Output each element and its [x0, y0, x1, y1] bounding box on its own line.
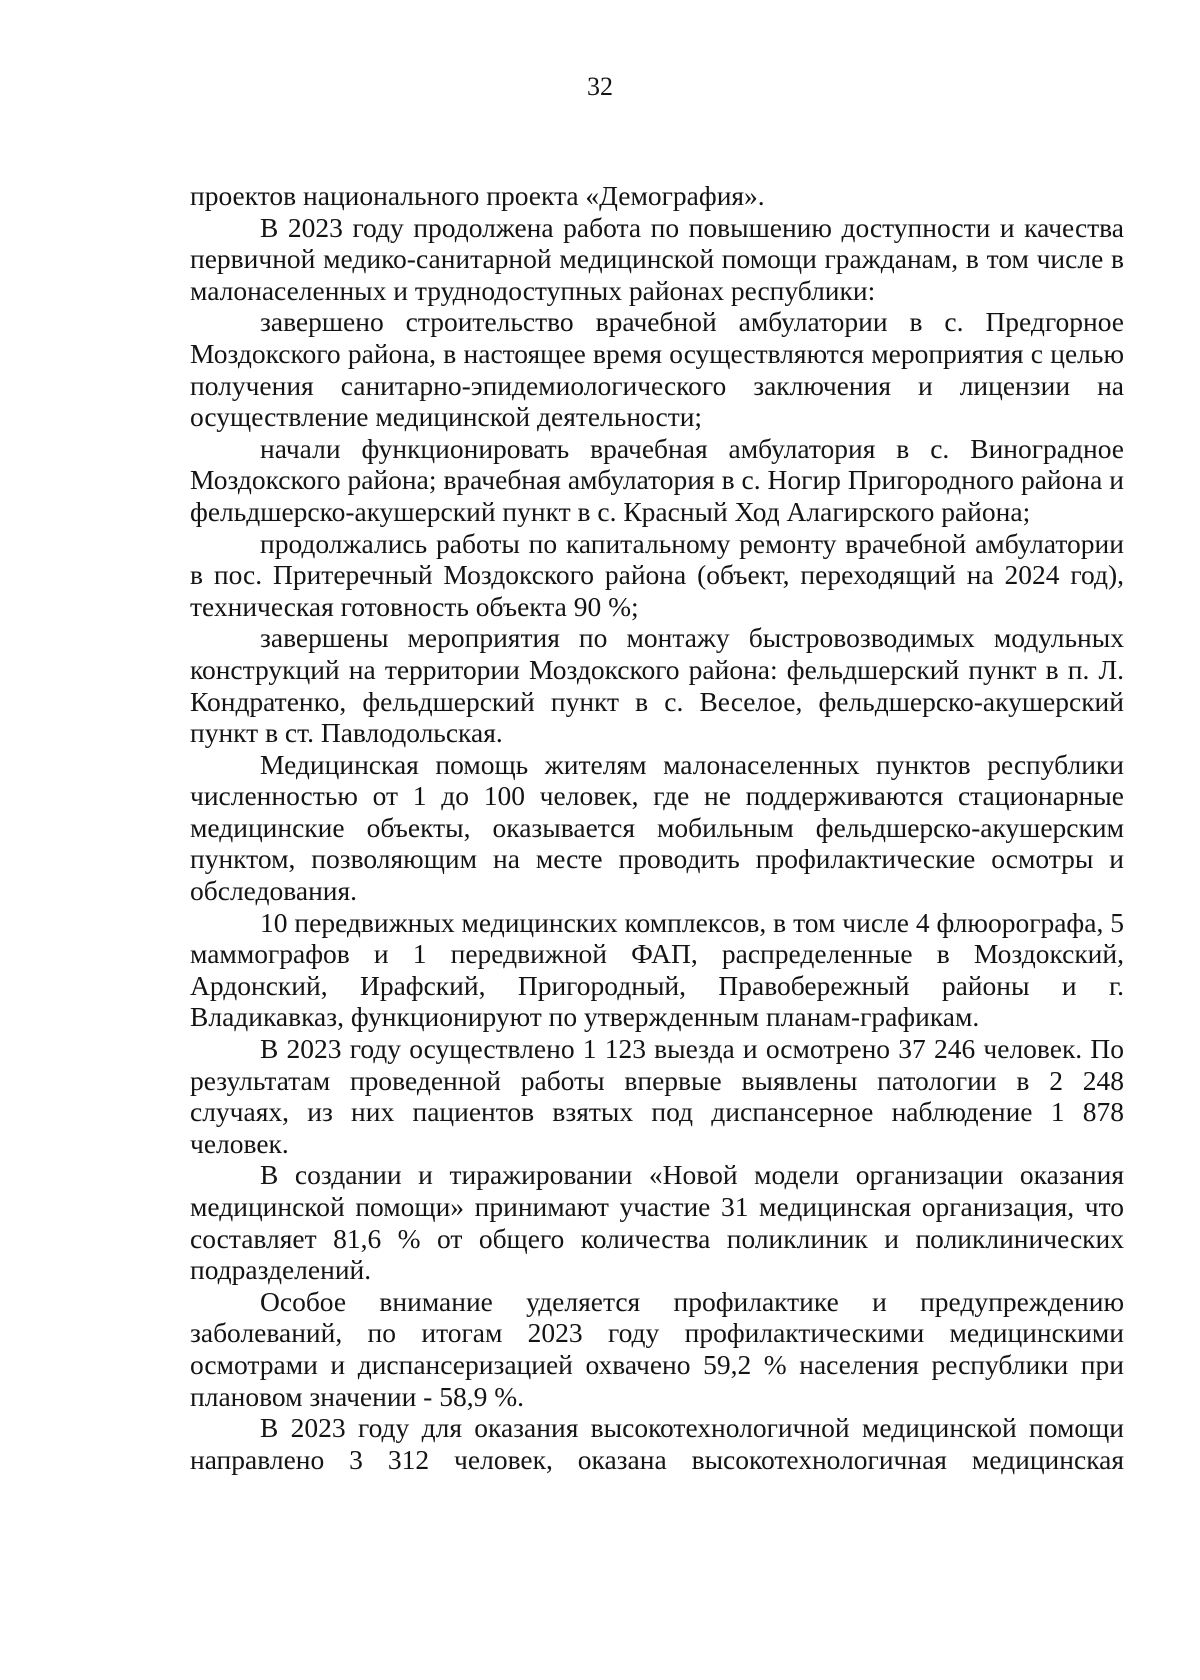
paragraph-new-facilities: начали функционировать врачебная амбулатория в с. Виноградное Моздокского района; врачебная амбулатория в с. Ногир Пригородного района и фельдшерско-акушерский пункт в с. Красный Ход Алагирского района;	[190, 432, 1124, 527]
paragraph-new-model: В создании и тиражировании «Новой модели организации оказания медицинской помощи» принимают участие 31 медицинская организация, что составляет 81,6 % от общего количества поликлиник и поликлинических подразделений.	[190, 1159, 1124, 1286]
paragraph-predgornoe-ambulatory: завершено строительство врачебной амбулатории в с. Предгорное Моздокского района, в настоящее время осуществляются мероприятия с целью получения санитарно-эпидемиологического заключения и лицензии на осуществление медицинской деятельности;	[190, 306, 1124, 433]
paragraph-mobile-fap: Медицинская помощь жителям малонаселенных пунктов республики численностью от 1 до 100 человек, где не поддерживаются стационарные медицинские объекты, оказывается мобильным фельдшерско-акушерским пунктом, позволяющим на месте проводить профилактические осмотры и обследования.	[190, 748, 1124, 907]
paragraph-continuation: проектов национального проекта «Демография».	[190, 180, 765, 211]
page-number: 32	[587, 72, 613, 101]
paragraph-high-tech-care: В 2023 году для оказания высокотехнологичной медицинской помощи направлено 3 312 человек, оказана высокотехнологичная медицинская	[190, 1412, 1124, 1475]
paragraph-prevention: Особое внимание уделяется профилактике и предупреждению заболеваний, по итогам 2023 году профилактическими медицинскими осмотрами и диспансеризацией охвачено 59,2 % населения республики при плановом значении - 58,9 %.	[190, 1285, 1124, 1412]
paragraph-visits-results: В 2023 году осуществлено 1 123 выезда и осмотрено 37 246 человек. По результатам проведенной работы впервые выявлены патологии в 2 248 случаях, из них пациентов взятых под диспансерное наблюдение 1 878 человек.	[190, 1033, 1124, 1159]
paragraph-mobile-complexes: 10 передвижных медицинских комплексов, в том числе 4 флюорографа, 5 маммографов и 1 передвижной ФАП, распределенные в Моздокский, Ардонский, Ирафский, Пригородный, Правобережный районы и г. Владикавказ, функционируют по утвержденным планам-графикам.	[190, 906, 1124, 1033]
paragraph-capital-repair: продолжались работы по капитальному ремонту врачебной амбулатории в пос. Притеречный Моздокского района (объект, переходящий на 2024 год), техническая готовность объекта 90 %;	[190, 527, 1124, 622]
paragraph-modular-constructions: завершены мероприятия по монтажу быстровозводимых модульных конструкций на территории Моздокского района: фельдшерский пункт в п. Л. Кондратенко, фельдшерский пункт в с. Веселое, фельдшерско-акушерский пункт в ст. Павлодольская.	[190, 622, 1124, 749]
paragraph-primary-care-intro: В 2023 году продолжена работа по повышению доступности и качества первичной медико-санитарной медицинской помощи гражданам, в том числе в малонаселенных и труднодоступных районах республики:	[190, 211, 1124, 306]
document-body	[190, 180, 1124, 1475]
